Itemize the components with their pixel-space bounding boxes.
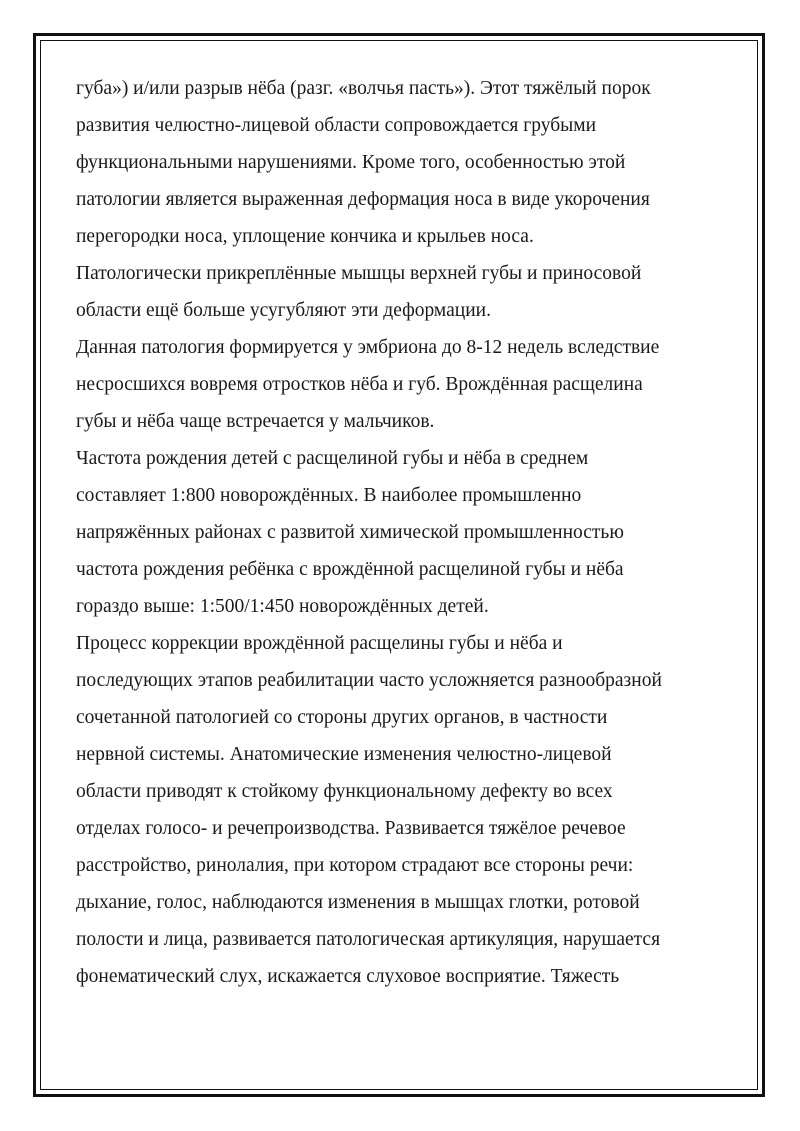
text-line: последующих этапов реабилитации часто усложняется разнообразной bbox=[76, 670, 662, 691]
text-line: полости и лица, развивается патологическая артикуляция, нарушается bbox=[76, 929, 661, 950]
text-line: фонематический слух, искажается слуховое восприятие. Тяжесть bbox=[76, 966, 620, 987]
text-line: напряжённых районах с развитой химической промышленностью bbox=[76, 522, 624, 543]
text-line: патологии является выраженная деформация носа в виде укорочения bbox=[76, 189, 650, 210]
text-line: дыхание, голос, наблюдаются изменения в мышцах глотки, ротовой bbox=[76, 892, 640, 913]
text-line: области приводят к стойкому функциональному дефекту во всех bbox=[76, 781, 613, 802]
text-line: сочетанной патологией со стороны других органов, в частности bbox=[76, 707, 608, 728]
text-line: гораздо выше: 1:500/1:450 новорождённых детей. bbox=[76, 596, 489, 617]
text-line: области ещё больше усугубляют эти деформации. bbox=[76, 300, 491, 321]
text-line: отделах голосо- и речепроизводства. Развивается тяжёлое речевое bbox=[76, 818, 626, 839]
text-line: Частота рождения детей с расщелиной губы и нёба в среднем bbox=[76, 448, 589, 469]
text-line: Патологически прикреплённые мышцы верхней губы и приносовой bbox=[76, 263, 642, 284]
text-line: составляет 1:800 новорождённых. В наиболее промышленно bbox=[76, 485, 582, 506]
document-body bbox=[76, 70, 736, 995]
text-line: развития челюстно-лицевой области сопровождается грубыми bbox=[76, 115, 597, 136]
text-line: частота рождения ребёнка с врождённой расщелиной губы и нёба bbox=[76, 559, 624, 580]
text-line: Процесс коррекции врождённой расщелины губы и нёба и bbox=[76, 633, 563, 654]
text-line: перегородки носа, уплощение кончика и крыльев носа. bbox=[76, 226, 534, 247]
text-line: нервной системы. Анатомические изменения челюстно-лицевой bbox=[76, 744, 612, 765]
text-line: расстройство, ринолалия, при котором страдают все стороны речи: bbox=[76, 855, 634, 876]
text-line: Данная патология формируется у эмбриона до 8-12 недель вследствие bbox=[76, 337, 660, 358]
text-line: функциональными нарушениями. Кроме того, особенностью этой bbox=[76, 152, 626, 173]
text-line: губы и нёба чаще встречается у мальчиков. bbox=[76, 411, 435, 432]
text-line: несросшихся вовремя отростков нёба и губ. Врождённая расщелина bbox=[76, 374, 643, 395]
text-line: губа») и/или разрыв нёба (разг. «волчья пасть»). Этот тяжёлый порок bbox=[76, 78, 651, 99]
